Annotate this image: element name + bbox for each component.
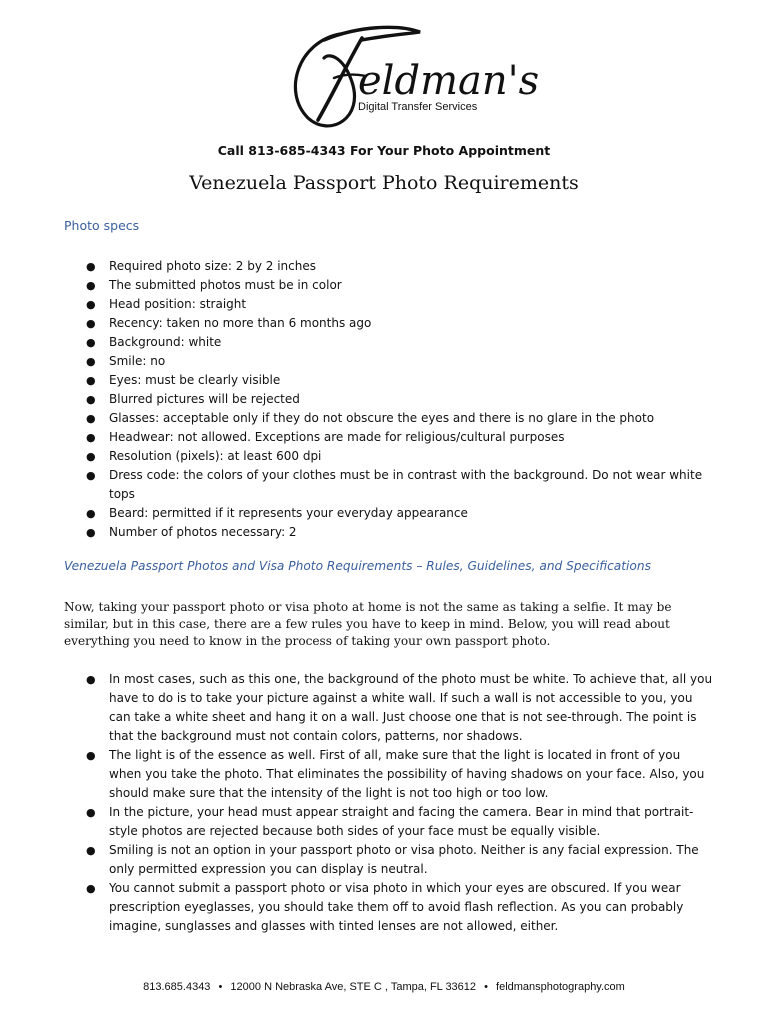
list-item: ● Blurred pictures will be rejected: [64, 390, 714, 409]
bullet-icon: ●: [86, 673, 96, 686]
list-item: ● In most cases, such as this one, the background of the photo must be white. To achieve that, all you have to do is to take your picture against a white wall. If such a wall is not accessible to you, you can take a white sheet and hang it on a wall. Just choose one that is not see-through. The point is that the background must not contain colors, patterns, nor shadows.: [86, 672, 713, 743]
footer-phone: 813.685.4343: [143, 981, 211, 993]
logo-tagline: Digital Transfer Services: [358, 101, 478, 113]
intro-paragraph: Now, taking your passport photo or visa photo at home is not the same as taking a selfie. It may be similar, but in this case, there are a few rules you have to keep in mind. Below, you will read about everything you need to know in the process of taking your own passport photo.: [64, 600, 672, 648]
list-item: ● In the picture, your head must appear straight and facing the camera. Bear in mind that portrait-style photos are rejected because both sides of your face must be equally visible.: [86, 805, 694, 838]
bullet-icon: ●: [86, 336, 96, 349]
photo-tips-list: [64, 670, 714, 936]
footer-separator: •: [218, 981, 223, 993]
bullet-icon: ●: [86, 298, 96, 311]
footer-website[interactable]: feldmansphotography.com: [496, 981, 625, 993]
bullet-icon: ●: [86, 450, 96, 463]
footer: [0, 981, 768, 993]
photo-specs-list: [64, 257, 714, 542]
bullet-icon: ●: [86, 317, 96, 330]
bullet-icon: ●: [86, 355, 96, 368]
list-item: ● Background: white: [64, 333, 714, 352]
feldmans-logo: [278, 22, 540, 134]
bullet-icon: ●: [86, 260, 96, 273]
footer-address: 12000 N Nebraska Ave, STE C , Tampa, FL 33612: [230, 981, 477, 993]
specs-heading: Photo specs: [64, 218, 140, 233]
bullet-icon: ●: [86, 469, 96, 482]
appointment-call-line: Call 813-685-4343 For Your Photo Appointment: [217, 143, 551, 158]
list-item: ● Resolution (pixels): at least 600 dpi: [64, 447, 714, 466]
list-item: ● Recency: taken no more than 6 months ago: [64, 314, 714, 333]
list-item: ● Head position: straight: [64, 295, 714, 314]
list-item: ● Glasses: acceptable only if they do not obscure the eyes and there is no glare in the photo: [64, 409, 714, 428]
bullet-icon: ●: [86, 412, 96, 425]
bullet-icon: ●: [86, 507, 96, 520]
bullet-icon: ●: [86, 882, 96, 895]
page-title: Venezuela Passport Photo Requirements: [189, 172, 579, 194]
list-item: ● Eyes: must be clearly visible: [64, 371, 714, 390]
list-item: ● The submitted photos must be in color: [64, 276, 714, 295]
bullet-icon: ●: [86, 749, 96, 762]
requirements-subheading: Venezuela Passport Photos and Visa Photo Requirements – Rules, Guidelines, and Specifications: [64, 559, 651, 573]
list-item: ● Smiling is not an option in your passport photo or visa photo. Neither is any facial expression. The only permitted expression you can display is neutral.: [86, 843, 699, 876]
footer-separator: •: [484, 981, 488, 993]
bullet-icon: ●: [86, 431, 96, 444]
bullet-icon: ●: [86, 374, 96, 387]
list-item: ● The light is of the essence as well. First of all, make sure that the light is located in front of you when you take the photo. That eliminates the possibility of having shadows on your face. Also, you should make sure that the intensity of the light is not too high or too low.: [86, 748, 705, 800]
list-item: ● You cannot submit a passport photo or visa photo in which your eyes are obscured. If you wear prescription eyeglasses, you should take them off to avoid flash reflection. As you can probably imagine, sunglasses and glasses with tinted lenses are not allowed, either.: [86, 881, 684, 933]
list-item: ● Required photo size: 2 by 2 inches: [64, 257, 714, 276]
bullet-icon: ●: [86, 806, 96, 819]
list-item: ● Beard: permitted if it represents your everyday appearance: [64, 504, 714, 523]
list-item: ● Headwear: not allowed. Exceptions are made for religious/cultural purposes: [64, 428, 714, 447]
list-item: ● Smile: no: [64, 352, 714, 371]
bullet-icon: ●: [86, 279, 96, 292]
bullet-icon: ●: [86, 844, 96, 857]
svg-text:eldman's: eldman's: [358, 58, 540, 104]
bullet-icon: ●: [86, 526, 96, 539]
bullet-icon: ●: [86, 393, 96, 406]
list-item: ● Dress code: the colors of your clothes must be in contrast with the background. Do not wear white tops: [86, 468, 703, 501]
list-item: ● Number of photos necessary: 2: [64, 523, 714, 542]
